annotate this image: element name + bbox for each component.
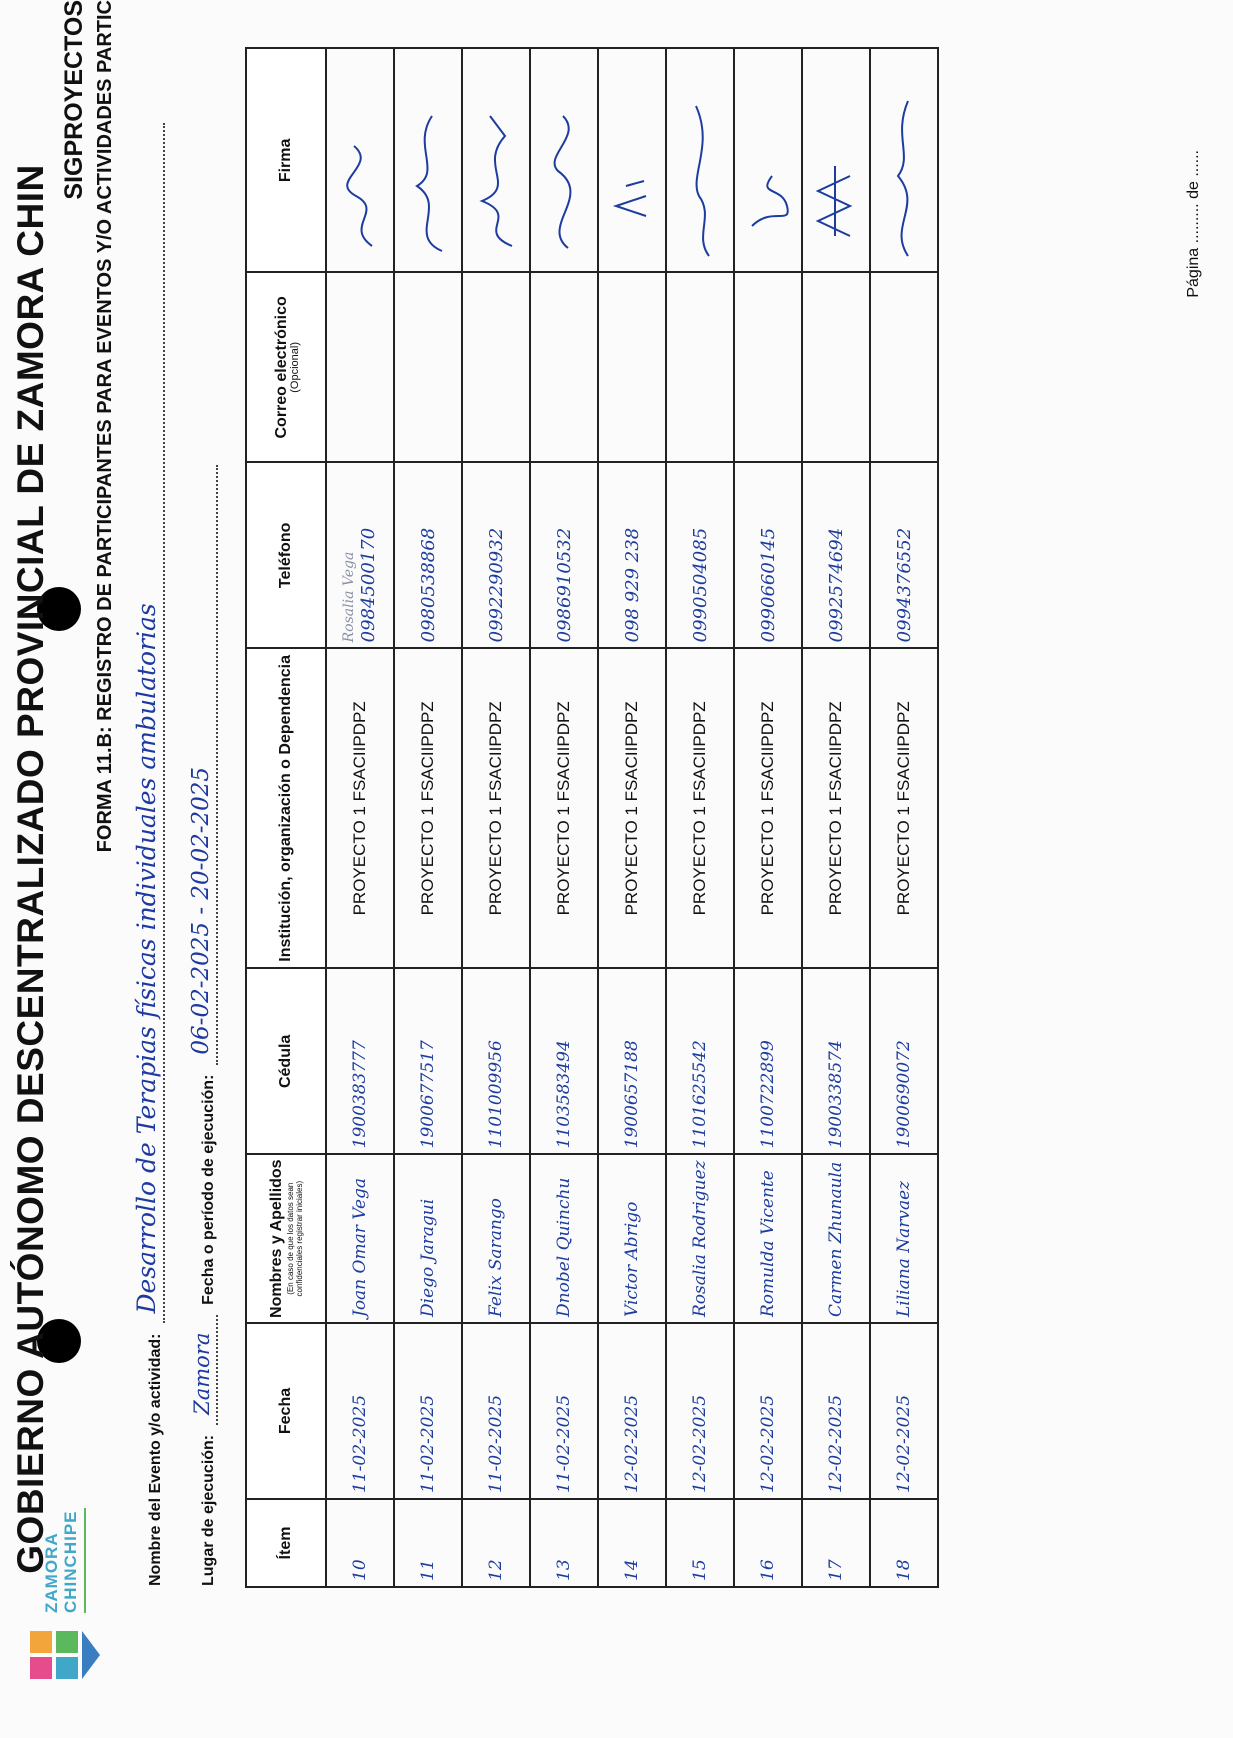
signature-image [606, 56, 658, 266]
signature-image [878, 56, 930, 266]
cell-item: 17 [802, 1499, 870, 1587]
cell-cedula: 1900677517 [394, 968, 462, 1154]
cell-telefono [394, 462, 462, 648]
cell-firma [462, 48, 530, 272]
cell-telefono-value: 0984500170 [358, 527, 379, 643]
cell-correo [666, 272, 734, 462]
cell-firma [394, 48, 462, 272]
cell-item: 11 [394, 1499, 462, 1587]
logo-wordmark: ZAMORA CHINCHIPE [42, 1510, 80, 1613]
event-name-value: Desarrollo de Terapias físicas individuales ambulatorias [132, 124, 165, 1324]
signature-image [742, 56, 794, 266]
cell-correo [462, 272, 530, 462]
organization-title: GOBIERNO AUTÓNOMO DESCENTRALIZADO PROVINCIAL DE ZAMORA CHIN [10, 164, 51, 1574]
header-institucion: Institución, organización o Dependencia [246, 648, 326, 968]
cell-telefono [870, 462, 938, 648]
signature-image [334, 56, 386, 266]
cell-nombre: Rosalia Rodriguez [666, 1154, 734, 1323]
cell-telefono-value: 0992574694 [825, 527, 847, 643]
cell-fecha: 12-02-2025 [870, 1323, 938, 1499]
header-nombres-label: Nombres y Apellidos [268, 1159, 285, 1318]
cell-firma [870, 48, 938, 272]
cell-cedula: 1103583494 [530, 968, 598, 1154]
cell-nombre: Liliana Narvaez [870, 1154, 938, 1323]
cell-item: 14 [598, 1499, 666, 1587]
cell-telefono [598, 462, 666, 648]
table-row [394, 48, 462, 1587]
cell-item: 16 [734, 1499, 802, 1587]
cell-firma [666, 48, 734, 272]
cell-telefono-value: 0992290932 [485, 527, 507, 643]
participants-table-body [326, 48, 938, 1587]
cell-nombre: Felix Sarango [462, 1154, 530, 1323]
cell-fecha: 12-02-2025 [734, 1323, 802, 1499]
cell-institucion: PROYECTO 1 FSACIIPDPZ [394, 648, 462, 968]
period-value: 06-02-2025 - 20-02-2025 [188, 465, 218, 1065]
table-row [530, 48, 598, 1587]
cell-telefono [666, 462, 734, 648]
cell-telefono-value: 098 929 238 [621, 527, 643, 643]
cell-cedula: 1900657188 [598, 968, 666, 1154]
header-item: Ítem [246, 1499, 326, 1587]
cell-correo [802, 272, 870, 462]
cell-fecha: 12-02-2025 [802, 1323, 870, 1499]
cell-firma [326, 48, 394, 272]
table-row [802, 48, 870, 1587]
cell-telefono-note: Rosalia Vega [341, 551, 357, 643]
cell-fecha: 11-02-2025 [462, 1323, 530, 1499]
cell-item: 12 [462, 1499, 530, 1587]
signature-image [470, 56, 522, 266]
event-name-label: Nombre del Evento y/o actividad: [147, 1333, 164, 1586]
cell-cedula: 1900690072 [870, 968, 938, 1154]
cell-institucion: PROYECTO 1 FSACIIPDPZ [870, 648, 938, 968]
place-label: Lugar de ejecución: [200, 1434, 217, 1586]
table-row [462, 48, 530, 1587]
period-label: Fecha o período de ejecución: [200, 1074, 217, 1305]
cell-firma [530, 48, 598, 272]
participants-table [245, 47, 939, 1588]
cell-telefono-value: 0994376552 [893, 527, 915, 643]
cell-correo [326, 272, 394, 462]
cell-institucion: PROYECTO 1 FSACIIPDPZ [530, 648, 598, 968]
header-cedula: Cédula [246, 968, 326, 1154]
event-place-period-row [188, 465, 218, 1586]
cell-cedula: 1101625542 [666, 968, 734, 1154]
event-name-row [132, 124, 165, 1587]
cell-nombre: Joan Omar Vega [326, 1154, 394, 1323]
header-correo-note: (Opcional) [288, 341, 301, 393]
system-subtitle: SIGPROYECTOS [60, 0, 88, 200]
cell-telefono [802, 462, 870, 648]
cell-firma [598, 48, 666, 272]
table-row [870, 48, 938, 1587]
cell-correo [530, 272, 598, 462]
cell-cedula: 1900383777 [326, 968, 394, 1154]
cell-institucion: PROYECTO 1 FSACIIPDPZ [598, 648, 666, 968]
cell-telefono-value: 0980538868 [417, 527, 439, 643]
header-correo-label: Correo electrónico [272, 296, 290, 439]
header-telefono: Teléfono [246, 462, 326, 648]
cell-institucion: PROYECTO 1 FSACIIPDPZ [326, 648, 394, 968]
cell-nombre: Carmen Zhunaula [802, 1154, 870, 1323]
cell-telefono [734, 462, 802, 648]
header-nombres [246, 1154, 326, 1323]
cell-institucion: PROYECTO 1 FSACIIPDPZ [734, 648, 802, 968]
cell-correo [394, 272, 462, 462]
place-value: Zamora [190, 1315, 218, 1425]
cell-nombre: Romulda Vicente [734, 1154, 802, 1323]
table-row [666, 48, 734, 1587]
signature-image [538, 56, 590, 266]
cell-cedula: 1900338574 [802, 968, 870, 1154]
table-row [734, 48, 802, 1587]
cell-fecha: 11-02-2025 [326, 1323, 394, 1499]
header-firma: Firma [246, 48, 326, 272]
cell-item: 10 [326, 1499, 394, 1587]
cell-fecha: 12-02-2025 [666, 1323, 734, 1499]
cell-telefono [462, 462, 530, 648]
cell-telefono-value: 0986910532 [553, 527, 575, 643]
cell-fecha: 11-02-2025 [530, 1323, 598, 1499]
cell-fecha: 11-02-2025 [394, 1323, 462, 1499]
cell-telefono-value: 0990660145 [757, 527, 779, 643]
cell-firma [734, 48, 802, 272]
header-fecha: Fecha [246, 1323, 326, 1499]
signature-image [674, 56, 726, 266]
cell-correo [598, 272, 666, 462]
signature-image [402, 56, 454, 266]
cell-nombre: Diego Jaragui [394, 1154, 462, 1323]
cell-nombre: Dnobel Quinchu [530, 1154, 598, 1323]
header-nombres-note: (En caso de que los datos sean confidenciales registrar iniciales) [286, 1180, 304, 1297]
cell-institucion: PROYECTO 1 FSACIIPDPZ [802, 648, 870, 968]
cell-item: 13 [530, 1499, 598, 1587]
cell-institucion: PROYECTO 1 FSACIIPDPZ [462, 648, 530, 968]
cell-item: 18 [870, 1499, 938, 1587]
cell-firma [802, 48, 870, 272]
table-header-row [246, 48, 326, 1587]
table-row [598, 48, 666, 1587]
cell-item: 15 [666, 1499, 734, 1587]
logo-underline [84, 1508, 86, 1613]
table-row [326, 48, 394, 1587]
cell-telefono [326, 462, 394, 648]
header-correo [246, 272, 326, 462]
signature-image [810, 56, 862, 266]
cell-cedula: 1100722899 [734, 968, 802, 1154]
page-number: Página ......... de ...... [1185, 150, 1202, 298]
cell-correo [734, 272, 802, 462]
cell-nombre: Victor Abrigo [598, 1154, 666, 1323]
cell-correo [870, 272, 938, 462]
cell-telefono [530, 462, 598, 648]
cell-cedula: 1101009956 [462, 968, 530, 1154]
cell-telefono-value: 0990504085 [689, 527, 711, 643]
form-title: FORMA 11.B: REGISTRO DE PARTICIPANTES PARA EVENTOS Y/O ACTIVIDADES PARTIC [94, 0, 116, 853]
cell-fecha: 12-02-2025 [598, 1323, 666, 1499]
cell-institucion: PROYECTO 1 FSACIIPDPZ [666, 648, 734, 968]
